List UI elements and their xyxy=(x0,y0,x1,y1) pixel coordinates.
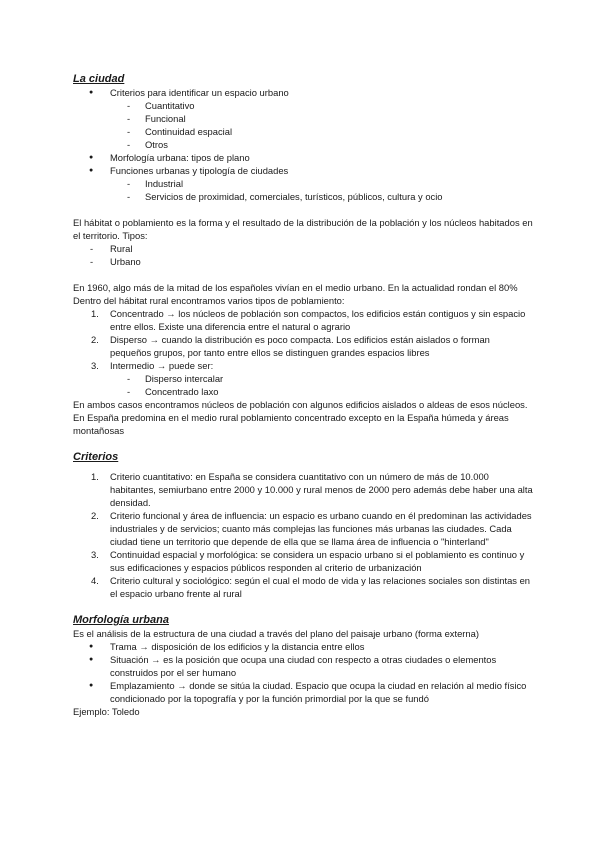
list-item: - Otros xyxy=(73,138,533,151)
list-item xyxy=(73,574,533,600)
list-number: 4. xyxy=(91,575,99,586)
list-item-text: Concentrado → los núcleos de población son compactos, los edificios están contiguos y sin espacio entre ellos. Existe una diferencia entre el natural o agrario xyxy=(110,308,526,332)
paragraph-1960: En 1960, algo más de la mitad de los españoles vivían en el medio urbano. En la actualidad rondan el 80% xyxy=(73,282,518,293)
habitat-types-list xyxy=(73,242,533,268)
list-item: - Urbano xyxy=(73,255,533,268)
list-item: - Servicios de proximidad, comerciales, turísticos, públicos, cultura y ocio xyxy=(73,190,533,203)
paragraph-ambos: En ambos casos encontramos núcleos de población con algunos edificios aislados o aldeas de esos núcleos. xyxy=(73,399,528,410)
list-item: ● Funciones urbanas y tipología de ciudades xyxy=(73,164,533,177)
criteria-bullet-list xyxy=(73,86,533,203)
list-item: - Rural xyxy=(73,242,533,255)
list-item-text: Intermedio → puede ser: xyxy=(110,360,214,371)
list-number: 1. xyxy=(91,308,99,319)
ejemplo-line: Ejemplo: Toledo xyxy=(73,706,140,717)
morfologia-intro: Es el análisis de la estructura de una ciudad a través del plano del paisaje urbano (forma externa) xyxy=(73,628,479,639)
list-number: 3. xyxy=(91,549,99,560)
list-number: 3. xyxy=(91,360,99,371)
list-item xyxy=(73,470,533,509)
list-item xyxy=(73,333,533,359)
criterios-numbered-list xyxy=(73,470,533,600)
section-title-morfologia: Morfología urbana xyxy=(73,614,169,626)
document-content xyxy=(73,72,533,718)
list-item xyxy=(73,548,533,574)
section-title-la-ciudad: La ciudad xyxy=(73,73,125,85)
list-item: ● Morfología urbana: tipos de plano xyxy=(73,151,533,164)
list-item xyxy=(73,509,533,548)
list-item: - Continuidad espacial xyxy=(73,125,533,138)
list-item: - Industrial xyxy=(73,177,533,190)
habitat-paragraph: El hábitat o poblamiento es la forma y el resultado de la distribución de la población y los núcleos habitados en el territorio. Tipos: xyxy=(73,217,533,241)
list-item: - Funcional xyxy=(73,112,533,125)
morfologia-bullet-list xyxy=(73,640,533,705)
list-item-text: Criterio cuantitativo: en España se considera cuantitativo con un número de más de 10.000 habitantes, semiurbano entre 2000 y 10.000 y rural menos de 2000 pero además debe haber una alta densidad. xyxy=(110,471,533,508)
list-item: ● Criterios para identificar un espacio urbano xyxy=(73,86,533,99)
list-item: - Concentrado laxo xyxy=(73,385,533,398)
list-item-text: Criterio cultural y sociológico: según el cual el modo de vida y las relaciones sociales son distintas en el espacio urbano frente al rural xyxy=(110,575,531,599)
paragraph-espana: En España predomina en el medio rural poblamiento concentrado excepto en la España húmeda y áreas montañosas xyxy=(73,412,509,436)
list-item xyxy=(73,359,533,372)
list-item: ● Trama → disposición de los edificios y la distancia entre ellos xyxy=(73,640,533,653)
list-item: ● Situación → es la posición que ocupa una ciudad con respecto a otras ciudades o elementos construidos por el ser humano xyxy=(73,653,533,679)
poblamiento-numbered-list xyxy=(73,307,533,372)
list-item-text: Continuidad espacial y morfológica: se considera un espacio urbano si el poblamiento es continuo y sus edificaciones y espacios públicos responden al criterio de urbanización xyxy=(110,549,525,573)
list-item xyxy=(73,307,533,333)
list-item: - Cuantitativo xyxy=(73,99,533,112)
list-number: 2. xyxy=(91,510,99,521)
list-number: 1. xyxy=(91,471,99,482)
paragraph-dentro: Dentro del hábitat rural encontramos varios tipos de poblamiento: xyxy=(73,295,345,306)
list-item: - Disperso intercalar xyxy=(73,372,533,385)
list-item-text: Criterio funcional y área de influencia: un espacio es urbano cuando en él predominan las actividades industriales y de servicios; cuanto más complejas las funciones más urbanas las ciudades. Cada ciudad tiene un territorio que depende de ella que se llama área de influencia o "hinterland" xyxy=(110,510,532,547)
section-title-criterios: Criterios xyxy=(73,451,119,463)
list-item: ● Emplazamiento → donde se sitúa la ciudad. Espacio que ocupa la ciudad en relación al medio físico condicionado por la topografía y por la función primordial por la que se fundó xyxy=(73,679,533,705)
list-item-text: Disperso → cuando la distribución es poco compacta. Los edificios están aislados o forman pequeños grupos, por tanto entre ellos se distinguen grandes espacios libres xyxy=(110,334,490,358)
intermedio-sublist xyxy=(73,372,533,398)
list-number: 2. xyxy=(91,334,99,345)
